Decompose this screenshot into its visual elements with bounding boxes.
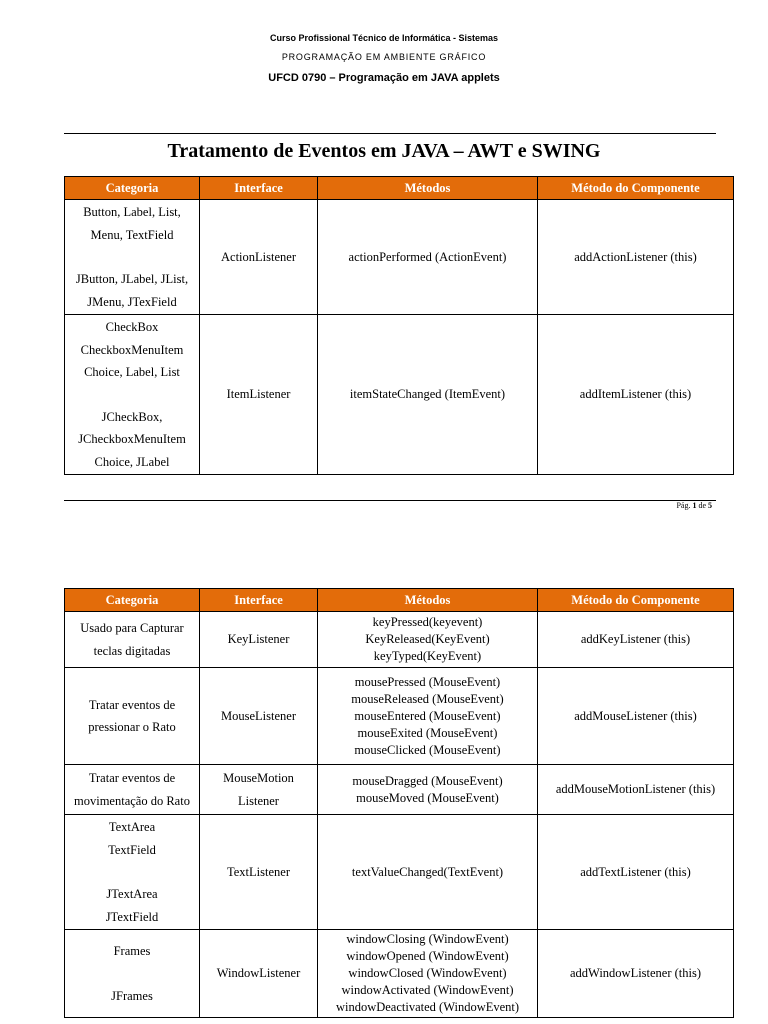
column-header-metodos: Métodos bbox=[318, 177, 538, 200]
course-name: Curso Profissional Técnico de Informática - Sistemas bbox=[269, 33, 499, 43]
table-row bbox=[65, 200, 734, 315]
column-header-categoria: Categoria bbox=[65, 177, 200, 200]
interface-cell: WindowListener bbox=[200, 930, 318, 1018]
categoria-cell bbox=[65, 315, 200, 475]
metodo-line: windowClosing (WindowEvent) bbox=[346, 932, 509, 946]
metodo-line: windowDeactivated (WindowEvent) bbox=[335, 1000, 520, 1014]
metodo-line: mousePressed (MouseEvent) bbox=[354, 674, 501, 689]
categoria-cell bbox=[65, 815, 200, 930]
categoria-line: teclas digitadas bbox=[93, 643, 171, 658]
page-number: Pág. 1 de 5 bbox=[676, 501, 712, 510]
componente-cell: addActionListener (this) bbox=[538, 200, 734, 315]
componente-cell: addMouseListener (this) bbox=[538, 668, 734, 765]
interface-line: Listener bbox=[238, 793, 279, 808]
categoria-cell bbox=[65, 200, 200, 315]
categoria-cell bbox=[65, 765, 200, 815]
categoria-cell bbox=[65, 930, 200, 1018]
interface-cell: ItemListener bbox=[200, 315, 318, 475]
categoria-line: Choice, JLabel bbox=[94, 454, 170, 469]
column-header-metodos: Métodos bbox=[318, 589, 538, 612]
page-title: Tratamento de Eventos em JAVA – AWT e SWING bbox=[167, 140, 601, 162]
metodos-cell bbox=[318, 930, 538, 1018]
categoria-line: pressionar o Rato bbox=[88, 720, 176, 734]
column-header-interface: Interface bbox=[200, 589, 318, 612]
metodo-line: mouseExited (MouseEvent) bbox=[357, 725, 498, 740]
categoria-cell bbox=[65, 668, 200, 765]
categoria-line: CheckboxMenuItem bbox=[80, 342, 184, 357]
metodo-line: KeyReleased(KeyEvent) bbox=[365, 632, 490, 646]
table-row bbox=[65, 765, 734, 815]
table-header-row bbox=[65, 589, 734, 612]
categoria-line: Button, Label, List, bbox=[83, 205, 181, 219]
interface-cell: MouseListener bbox=[200, 668, 318, 765]
componente-cell: addWindowListener (this) bbox=[538, 930, 734, 1018]
categoria-line: TextField bbox=[108, 842, 156, 857]
metodo-line: windowOpened (WindowEvent) bbox=[346, 949, 509, 963]
categoria-line: Tratar eventos de bbox=[88, 771, 176, 785]
metodos-cell: itemStateChanged (ItemEvent) bbox=[318, 315, 538, 475]
categoria-line: Usado para Capturar bbox=[80, 621, 184, 635]
table-row bbox=[65, 930, 734, 1018]
events-table-2 bbox=[64, 588, 734, 1018]
column-header-categoria: Categoria bbox=[65, 589, 200, 612]
metodo-line: mouseMoved (MouseEvent) bbox=[356, 790, 499, 805]
ufcd-title: UFCD 0790 – Programação em JAVA applets bbox=[268, 72, 500, 84]
metodo-line: mouseClicked (MouseEvent) bbox=[354, 742, 501, 757]
table-row bbox=[65, 815, 734, 930]
metodo-line: windowActivated (WindowEvent) bbox=[341, 983, 514, 997]
table-row bbox=[65, 315, 734, 475]
categoria-line: JCheckBox, bbox=[101, 409, 163, 424]
subject-name: PROGRAMAÇÃO EM AMBIENTE GRÁFICO bbox=[281, 52, 487, 62]
categoria-line: Tratar eventos de bbox=[88, 697, 176, 712]
footer-divider bbox=[64, 500, 716, 501]
column-header-componente: Método do Componente bbox=[538, 177, 734, 200]
table-row bbox=[65, 612, 734, 668]
metodo-line: windowClosed (WindowEvent) bbox=[348, 966, 507, 980]
categoria-line: Frames bbox=[113, 944, 151, 958]
componente-cell: addTextListener (this) bbox=[538, 815, 734, 930]
metodo-line: keyTyped(KeyEvent) bbox=[373, 649, 482, 663]
table-header-row bbox=[65, 177, 734, 200]
componente-cell: addKeyListener (this) bbox=[538, 612, 734, 668]
metodo-line: mouseEntered (MouseEvent) bbox=[354, 708, 501, 723]
categoria-line: JTextField bbox=[105, 909, 159, 924]
column-header-componente: Método do Componente bbox=[538, 589, 734, 612]
categoria-line: JTextArea bbox=[106, 887, 158, 901]
metodos-cell: actionPerformed (ActionEvent) bbox=[318, 200, 538, 315]
table-row bbox=[65, 668, 734, 765]
categoria-line: JMenu, JTexField bbox=[87, 294, 177, 309]
interface-cell bbox=[200, 765, 318, 815]
categoria-line: TextArea bbox=[108, 820, 156, 834]
metodo-line: mouseDragged (MouseEvent) bbox=[352, 773, 503, 788]
metodos-cell bbox=[318, 668, 538, 765]
metodos-cell bbox=[318, 765, 538, 815]
categoria-line: JFrames bbox=[111, 988, 153, 1003]
categoria-cell bbox=[65, 612, 200, 668]
column-header-interface: Interface bbox=[200, 177, 318, 200]
header-divider bbox=[64, 133, 716, 134]
categoria-line: Menu, TextField bbox=[90, 227, 174, 242]
interface-cell: ActionListener bbox=[200, 200, 318, 315]
categoria-line: JCheckboxMenuItem bbox=[78, 432, 186, 446]
metodos-cell: textValueChanged(TextEvent) bbox=[318, 815, 538, 930]
metodo-line: keyPressed(keyevent) bbox=[372, 615, 483, 629]
categoria-line: Choice, Label, List bbox=[84, 365, 180, 379]
events-table-1 bbox=[64, 176, 734, 475]
componente-cell: addMouseMotionListener (this) bbox=[538, 765, 734, 815]
categoria-line: JButton, JLabel, JList, bbox=[75, 272, 189, 286]
categoria-line: CheckBox bbox=[105, 320, 159, 334]
interface-line: MouseMotion bbox=[223, 771, 294, 785]
interface-cell: TextListener bbox=[200, 815, 318, 930]
metodos-cell bbox=[318, 612, 538, 668]
componente-cell: addItemListener (this) bbox=[538, 315, 734, 475]
categoria-line: movimentação do Rato bbox=[74, 793, 190, 808]
interface-cell: KeyListener bbox=[200, 612, 318, 668]
metodo-line: mouseReleased (MouseEvent) bbox=[351, 691, 504, 706]
